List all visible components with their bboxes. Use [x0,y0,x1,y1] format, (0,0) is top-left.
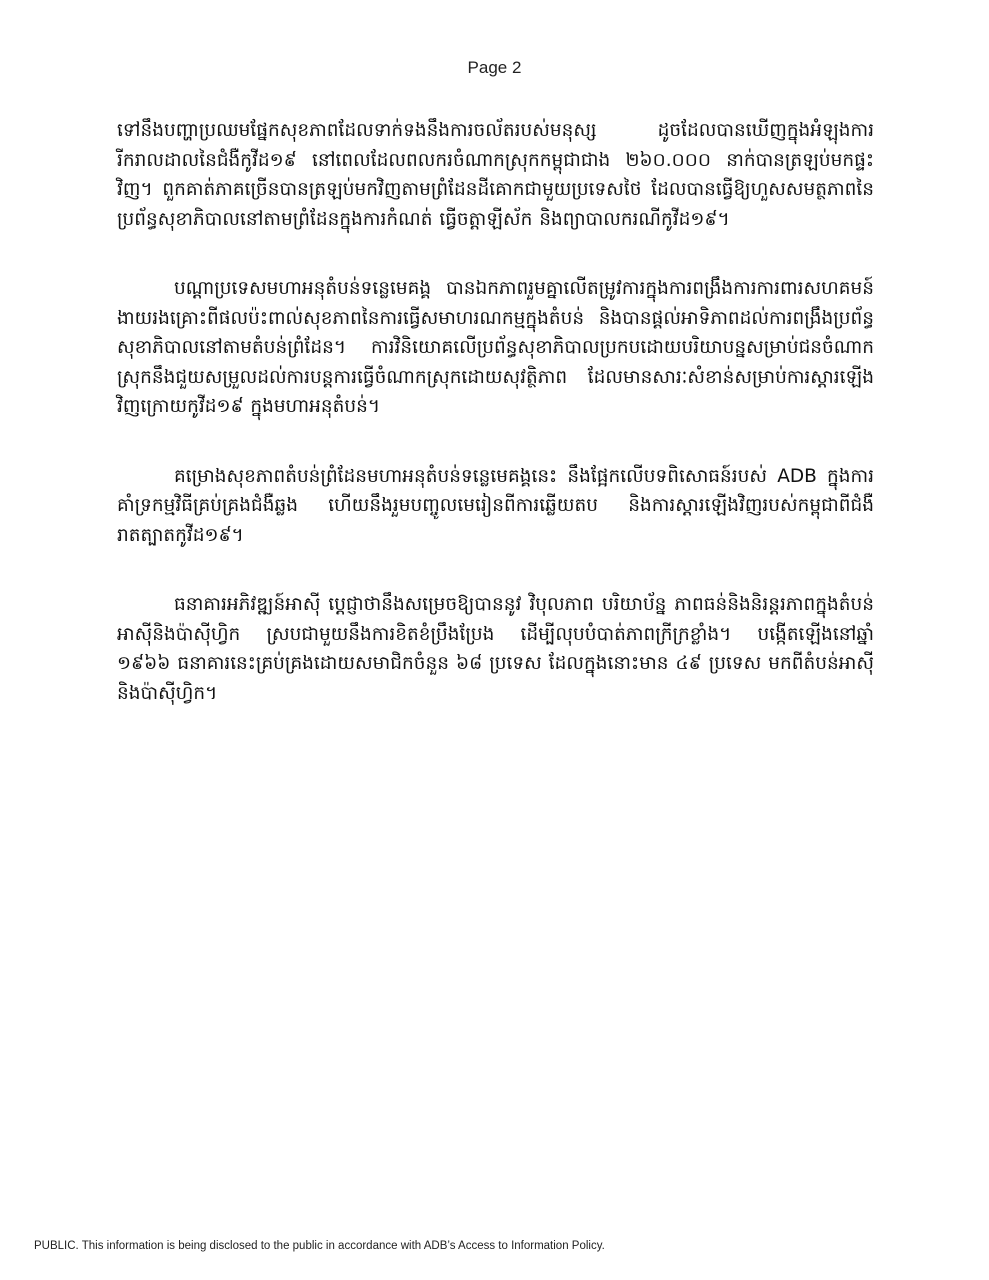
document-body [117,116,874,748]
body-paragraph-4: ធនាគារអភិវឌ្ឍន៍អាស៊ី ប្តេជ្ញាថានឹងសម្រេចឱ្យបាននូវ វិបុលភាព បរិយាប័ន្ន ភាពធន់និងនិរន្តរភាពក្នុងតំបន់អាស៊ីនិងប៉ាស៊ីហ្វិក ស្របជាមួយនឹងការខិតខំប្រឹងប្រែង ដើម្បីលុបបំបាត់ភាពក្រីក្រខ្លាំង។ បង្កើតឡើងនៅឆ្នាំ ១៩៦៦ ធនាគារនេះគ្រប់គ្រងដោយសមាជិកចំនួន ៦៨ ប្រទេស ដែលក្នុងនោះមាន ៤៩ ប្រទេស មកពីតំបន់អាស៊ីនិងប៉ាស៊ីហ្វិក។ [117,594,874,704]
body-paragraph-3: គម្រោងសុខភាពតំបន់ព្រំដែនមហាអនុតំបន់ទន្លេមេគង្គនេះ នឹងផ្អែកលើបទពិសោធន៍របស់ ADB ក្នុងការគាំទ្រកម្មវិធីគ្រប់គ្រងជំងឺឆ្លង ហើយនឹងរួមបញ្ចូលមេរៀនពីការឆ្លើយតប និងការស្តារឡើងវិញរបស់កម្ពុជាពីជំងឺរាតត្បាតកូវីដ១៩។ [117,465,874,546]
disclosure-footer: PUBLIC. This information is being disclosed to the public in accordance with ADB’s Access to Information Policy. [34,1240,605,1252]
body-paragraph-2: បណ្តាប្រទេសមហាអនុតំបន់ទន្លេមេគង្គ បានឯកភាពរួមគ្នាលើតម្រូវការក្នុងការពង្រឹងការការពារសហគមន៍ងាយរងគ្រោះពីផលប៉ះពាល់សុខភាពនៃការធ្វើសមាហរណកម្មក្នុងតំបន់ និងបានផ្តល់អាទិភាពដល់ការពង្រឹងប្រព័ន្ធសុខាភិបាលនៅតាមតំបន់ព្រំដែន។ ការវិនិយោគលើប្រព័ន្ធសុខាភិបាលប្រកបដោយបរិយាបន្នសម្រាប់ជនចំណាកស្រុកនឹងជួយសម្រួលដល់ការបន្តការធ្វើចំណាកស្រុកដោយសុវត្ថិភាព ដែលមានសារៈសំខាន់សម្រាប់ការស្តារឡើងវិញក្រោយកូវីដ១៩ ក្នុងមហាអនុតំបន់។ [117,278,874,417]
body-paragraph-1: ទៅនឹងបញ្ហាប្រឈមផ្នែកសុខភាពដែលទាក់ទងនឹងការចល័តរបស់មនុស្ស ដូចដែលបានឃើញក្នុងអំឡុងការរីករាលដាលនៃជំងឺកូវីដ១៩ នៅពេលដែលពលករចំណាកស្រុកកម្ពុជាជាង ២៦០.០០០ នាក់បានត្រឡប់មកផ្ទះវិញ។ ពួកគាត់ភាគច្រើនបានត្រឡប់មកវិញតាមព្រំដែនដីគោកជាមួយប្រទេសថៃ ដែលបានធ្វើឱ្យហួសសមត្ថភាពនៃប្រព័ន្ធសុខាភិបាលនៅតាមព្រំដែនក្នុងការកំណត់ ធ្វើចត្តាឡីស័ក និងព្យាបាលករណីកូវីដ១៩។ [117,120,874,230]
page-number: Page 2 [467,58,522,77]
